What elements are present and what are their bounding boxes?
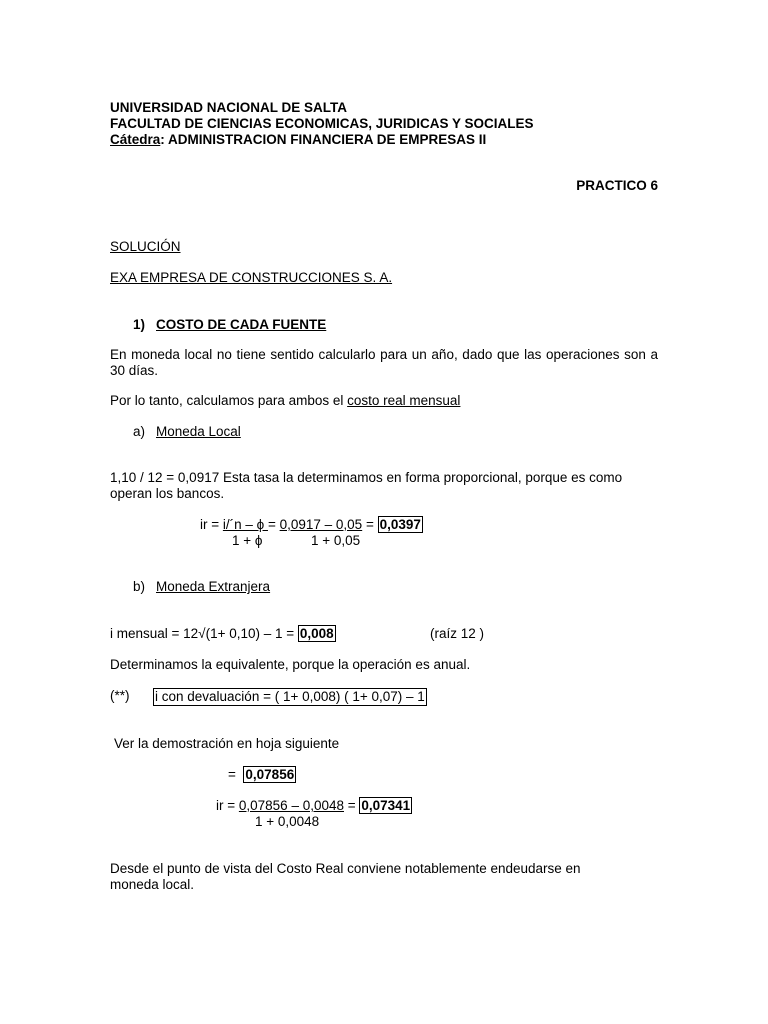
faculty-name: FACULTAD DE CIENCIAS ECONOMICAS, JURIDICAS Y SOCIALES: [110, 116, 534, 131]
devaluacion-mark: (**): [110, 688, 130, 703]
catedra-value: : ADMINISTRACION FINANCIERA DE EMPRESAS II: [160, 132, 487, 147]
ir-equals-2: =: [362, 517, 378, 532]
ir-prefix: ir =: [200, 517, 223, 532]
item-a-title: Moneda Local: [156, 424, 241, 439]
university-name: UNIVERSIDAD NACIONAL DE SALTA: [110, 100, 348, 115]
ir-denominator-numeric: 1 + 0,05: [311, 533, 361, 548]
section-title: COSTO DE CADA FUENTE: [156, 317, 327, 332]
section-number: 1): [133, 317, 146, 332]
devaluacion-formula: i con devaluación = ( 1+ 0,008) ( 1+ 0,07) – 1: [155, 689, 425, 704]
i-mensual-result: 0,008: [299, 626, 334, 641]
i-mensual-text: i mensual = 12√(1+ 0,10) – 1 =: [110, 626, 298, 641]
paragraph-costo-real: [110, 393, 460, 409]
ir-numerator-numeric: 0,0917 – 0,05: [279, 517, 363, 532]
ir-result-local: 0,0397: [379, 517, 421, 532]
item-a-letter: a): [133, 424, 146, 439]
catedra-label: Cátedra: [110, 132, 161, 147]
item-b-letter: b): [133, 579, 146, 594]
ir2-prefix: ir =: [216, 798, 239, 813]
paragraph-moneda-local: En moneda local no tiene sentido calcularlo para un año, dado que las operaciones son a 30 días.: [110, 347, 658, 378]
costo-real-mensual-term: costo real mensual: [347, 393, 461, 408]
conclusion-line-1: Desde el punto de vista del Costo Real conviene notablemente endeudarse en: [110, 861, 581, 876]
ir2-result: 0,07341: [361, 798, 411, 813]
solucion-heading: SOLUCIÓN: [110, 239, 181, 254]
ir-formula-local: [200, 517, 423, 533]
ver-demostracion: Ver la demostración en hoja siguiente: [114, 736, 340, 751]
conclusion-line-2: moneda local.: [110, 877, 195, 892]
ir2-denominator: 1 + 0,0048: [255, 814, 320, 829]
i-mensual-formula: [110, 626, 336, 642]
practico-title: PRACTICO 6: [576, 178, 658, 193]
equivalente-result: 0,07856: [245, 767, 295, 782]
equivalente-text: Determinamos la equivalente, porque la operación es anual.: [110, 657, 471, 672]
equivalente-result-line: [228, 767, 296, 783]
raiz-note: (raíz 12 ): [430, 626, 485, 641]
ir-equals-1: =: [267, 517, 280, 532]
ir2-numerator: 0,07856 – 0,0048: [238, 798, 344, 813]
catedra-line: [110, 132, 486, 148]
ir2-equals: =: [344, 798, 360, 813]
ir-numerator-symbolic: i/´n – ϕ: [222, 517, 268, 532]
item-b-title: Moneda Extranjera: [156, 579, 271, 594]
tasa-line-2: operan los bancos.: [110, 486, 225, 501]
tasa-line-1: 1,10 / 12 = 0,0917 Esta tasa la determinamos en forma proporcional, porque es como: [110, 470, 623, 485]
ir-denominator-symbolic: 1 + ϕ: [232, 533, 263, 548]
equals-sign: =: [228, 767, 236, 782]
company-name: EXA EMPRESA DE CONSTRUCCIONES S. A.: [110, 270, 393, 285]
ir-formula-extranjera: [216, 798, 412, 814]
paragraph-costo-real-text: Por lo tanto, calculamos para ambos el: [110, 393, 348, 408]
